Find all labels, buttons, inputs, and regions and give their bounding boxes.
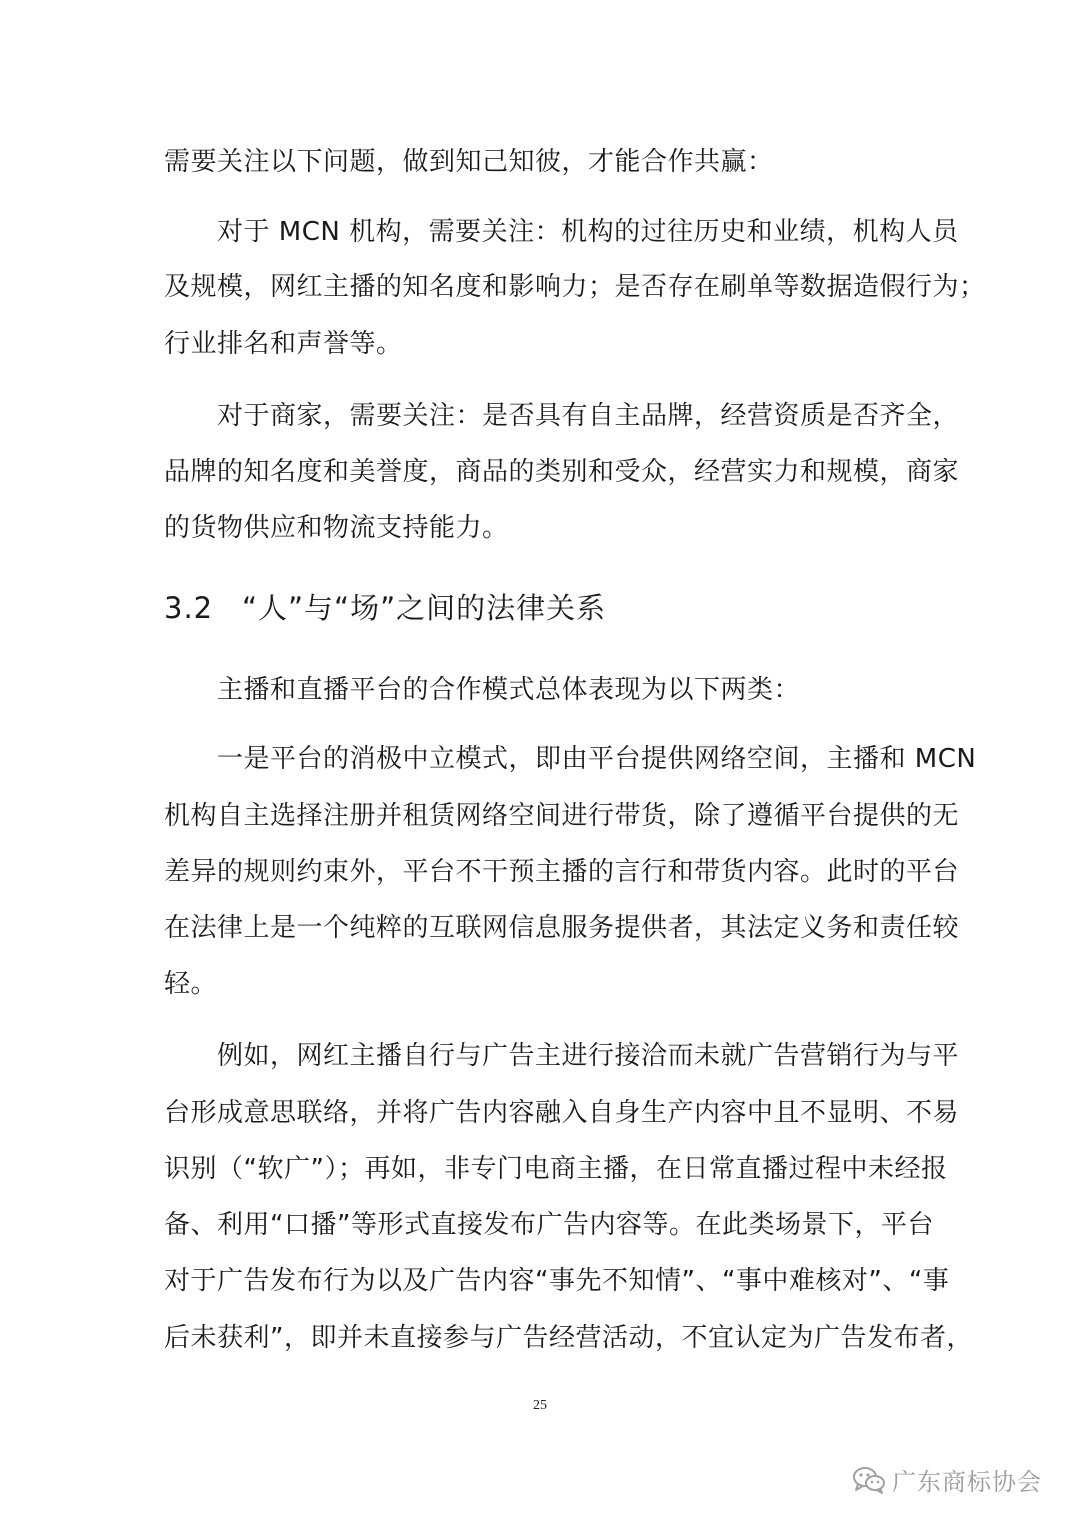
paragraph-line: 品牌的知名度和美誉度，商品的类别和受众，经营实力和规模，商家 <box>164 457 960 487</box>
paragraph-line: 一是平台的消极中立模式，即由平台提供网络空间，主播和 MCN <box>217 744 977 774</box>
paragraph-line: 的货物供应和物流支持能力。 <box>164 513 509 543</box>
paragraph-line: 在法律上是一个纯粹的互联网信息服务提供者，其法定义务和责任较 <box>164 913 960 943</box>
paragraph-line: 例如，网红主播自行与广告主进行接洽而未就广告营销行为与平 <box>217 1041 960 1071</box>
paragraph-line: 差异的规则约束外，平台不干预主播的言行和带货内容。此时的平台 <box>164 857 960 887</box>
section-number: 3.2 <box>164 591 214 625</box>
paragraph-line: 备、利用“口播”等形式直接发布广告内容等。在此类场景下，平台 <box>164 1210 934 1240</box>
paragraph-line: 对于 MCN 机构，需要关注：机构的过往历史和业绩，机构人员 <box>217 217 959 247</box>
watermark <box>852 1462 1042 1497</box>
watermark-text: 广东商标协会 <box>892 1468 1042 1496</box>
paragraph-line: 及规模，网红主播的知名度和影响力；是否存在刷单等数据造假行为； <box>164 272 986 302</box>
paragraph-line: 轻。 <box>164 969 218 999</box>
paragraph-line: 对于广告发布行为以及广告内容“事先不知情”、“事中难核对”、“事 <box>164 1266 950 1296</box>
section-heading <box>164 590 606 626</box>
paragraph-line: 识别（“软广”）；再如，非专门电商主播，在日常直播过程中未经报 <box>164 1154 948 1184</box>
paragraph-line: 主播和直播平台的合作模式总体表现为以下两类： <box>217 675 801 705</box>
paragraph-line: 台形成意思联络，并将广告内容融入自身生产内容中且不显明、不易 <box>164 1098 960 1128</box>
paragraph-line: 后未获利”，即并未直接参与广告经营活动，不宜认定为广告发布者， <box>164 1323 973 1353</box>
paragraph-line: 对于商家，需要关注：是否具有自主品牌，经营资质是否齐全， <box>217 401 960 431</box>
paragraph-line: 机构自主选择注册并租赁网络空间进行带货，除了遵循平台提供的无 <box>164 801 960 831</box>
paragraph-line: 需要关注以下问题，做到知己知彼，才能合作共赢： <box>164 147 774 177</box>
paragraph-line: 行业排名和声誉等。 <box>164 329 403 359</box>
page-number: 25 <box>533 1398 547 1413</box>
section-title: “人”与“场”之间的法律关系 <box>242 591 607 625</box>
wechat-icon <box>852 1465 886 1495</box>
